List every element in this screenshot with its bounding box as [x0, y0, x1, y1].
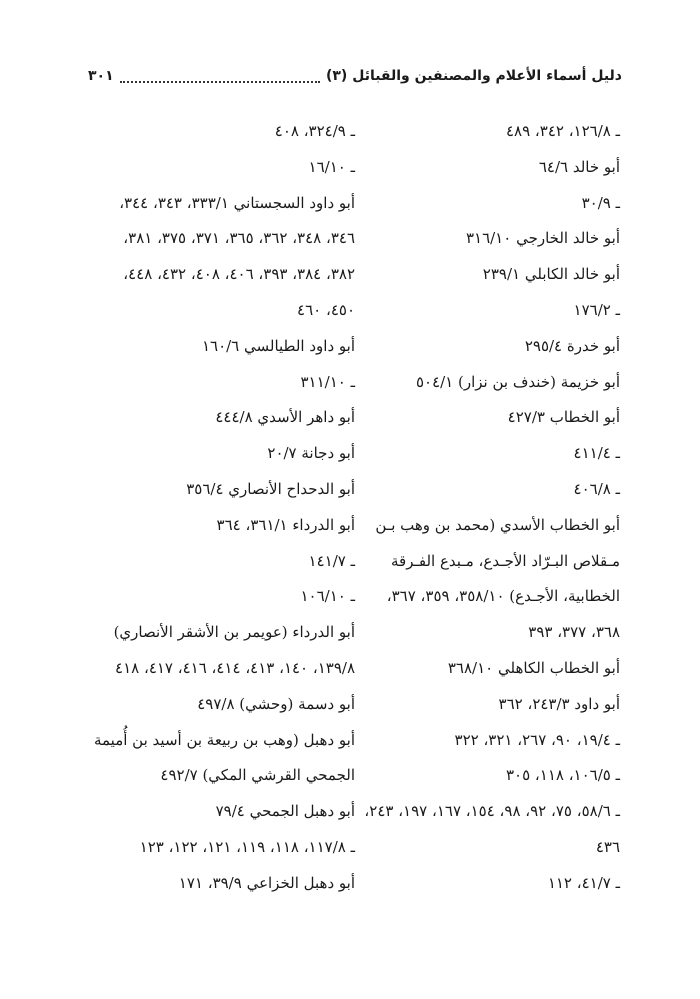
- index-entry: أبو داود ٢٤٣/٣، ٣٦٢: [498, 694, 620, 713]
- index-entry: ٤٣٦: [595, 837, 620, 856]
- index-entry: ـ ١٦/١٠: [308, 157, 355, 176]
- index-entry: أبو الدحداح الأنصاري ٣٥٦/٤: [186, 479, 355, 498]
- index-entry: ٣٤٦، ٣٤٨، ٣٦٢، ٣٦٥، ٣٧١، ٣٧٥، ٣٨١،: [123, 229, 355, 248]
- index-entry: أبو داود السجستاني ٣٣٣/١، ٣٤٣، ٣٤٤،: [119, 193, 355, 212]
- index-entry: أبو دهبل الخزاعي ٣٩/٩، ١٧١: [178, 873, 355, 892]
- running-header: [88, 64, 622, 88]
- index-entry: ـ ٥٨/٦، ٧٥، ٩٢، ٩٨، ١٥٤، ١٦٧، ١٩٧، ٢٤٣،: [364, 802, 620, 821]
- index-entry: ٤٥٠، ٤٦٠: [297, 300, 355, 319]
- index-column-left: [87, 116, 355, 904]
- index-entry: أبو خالد الخارجي ٣١٦/١٠: [465, 229, 620, 248]
- dot-leader: [120, 69, 320, 83]
- index-entry: مـقلاص البـرّاد الأجـدع، مـبدع الفـرقة: [391, 551, 620, 570]
- index-entry: ـ ١٧٦/٢: [573, 300, 620, 319]
- index-entry: ـ ٤١/٧، ١١٢: [547, 873, 620, 892]
- header-title: دليل أسماء الأعلام والمصنفين والقبائل (٣): [325, 68, 622, 84]
- index-entry: أبو الدرداء (عويمر بن الأشقر الأنصاري): [113, 623, 355, 642]
- index-entry: أبو داهر الأسدي ٤٤٤/٨: [215, 408, 355, 427]
- index-entry: ـ ١١٧/٨، ١١٨، ١١٩، ١٢١، ١٢٢، ١٢٣: [139, 837, 355, 856]
- index-entry: أبو دهبل الجمحي ٧٩/٤: [215, 802, 355, 821]
- index-entry: أبو خالد ٦٤/٦: [538, 157, 620, 176]
- index-entry: ـ ١٠٦/٥، ١١٨، ٣٠٥: [505, 766, 620, 785]
- index-entry: أبو دسمة (وحشي) ٤٩٧/٨: [197, 694, 355, 713]
- index-entry: أبو دجانة ٢٠/٧: [267, 444, 355, 463]
- index-entry: ٣٨٢، ٣٨٤، ٣٩٣، ٤٠٦، ٤٠٨، ٤٣٢، ٤٤٨،: [123, 265, 355, 284]
- index-entry: ـ ٤٠٦/٨: [573, 479, 620, 498]
- index-entry: ـ ٤١١/٤: [573, 444, 620, 463]
- index-entry: أبو خدرة ٢٩٥/٤: [524, 336, 620, 355]
- index-entry: ـ ١٢٦/٨، ٣٤٢، ٤٨٩: [505, 122, 620, 140]
- index-entry: أبو الخطاب الأسدي (محمد بن وهب بـن: [375, 515, 620, 534]
- index-entry: ٣٦٨، ٣٧٧، ٣٩٣: [528, 623, 620, 642]
- index-entry: ـ ٣٢٤/٩، ٤٠٨: [274, 122, 355, 140]
- page-number: ٣٠١: [88, 68, 114, 84]
- index-entry: أبو الخطاب ٤٢٧/٣: [507, 408, 620, 427]
- index-entry: ـ ٣٠/٩: [581, 193, 620, 212]
- index-entry: ١٣٩/٨، ١٤٠، ٤١٣، ٤١٤، ٤١٦، ٤١٧، ٤١٨: [115, 658, 355, 677]
- index-entry: أبو داود الطيالسي ١٦٠/٦: [201, 336, 355, 355]
- index-entry: أبو خزيمة (خندف بن نزار) ٥٠٤/١: [415, 372, 620, 391]
- index-entry: الجمحي القرشي المكي) ٤٩٢/٧: [160, 766, 355, 785]
- index-entry: أبو الدرداء ٣٦١/١، ٣٦٤: [216, 515, 355, 534]
- index-entry: الخطابية، الأجـدع) ٣٥٨/١٠، ٣٥٩، ٣٦٧،: [386, 587, 620, 606]
- index-entry: أبو دهبل (وهب بن ربيعة بن أسيد بن أُميمة: [93, 730, 355, 749]
- index-entry: أبو الخطاب الكاهلي ٣٦٨/١٠: [447, 658, 620, 677]
- index-entry: أبو خالد الكابلي ٢٣٩/١: [482, 265, 620, 284]
- index-entry: ـ ٣١١/١٠: [300, 372, 355, 391]
- index-column-right: [364, 116, 620, 904]
- index-entry: ـ ١٠٦/١٠: [300, 587, 355, 606]
- index-entry: ـ ١٤١/٧: [308, 551, 355, 570]
- index-entry: ـ ١٩/٤، ٩٠، ٢٦٧، ٣٢١، ٣٢٢: [454, 730, 620, 749]
